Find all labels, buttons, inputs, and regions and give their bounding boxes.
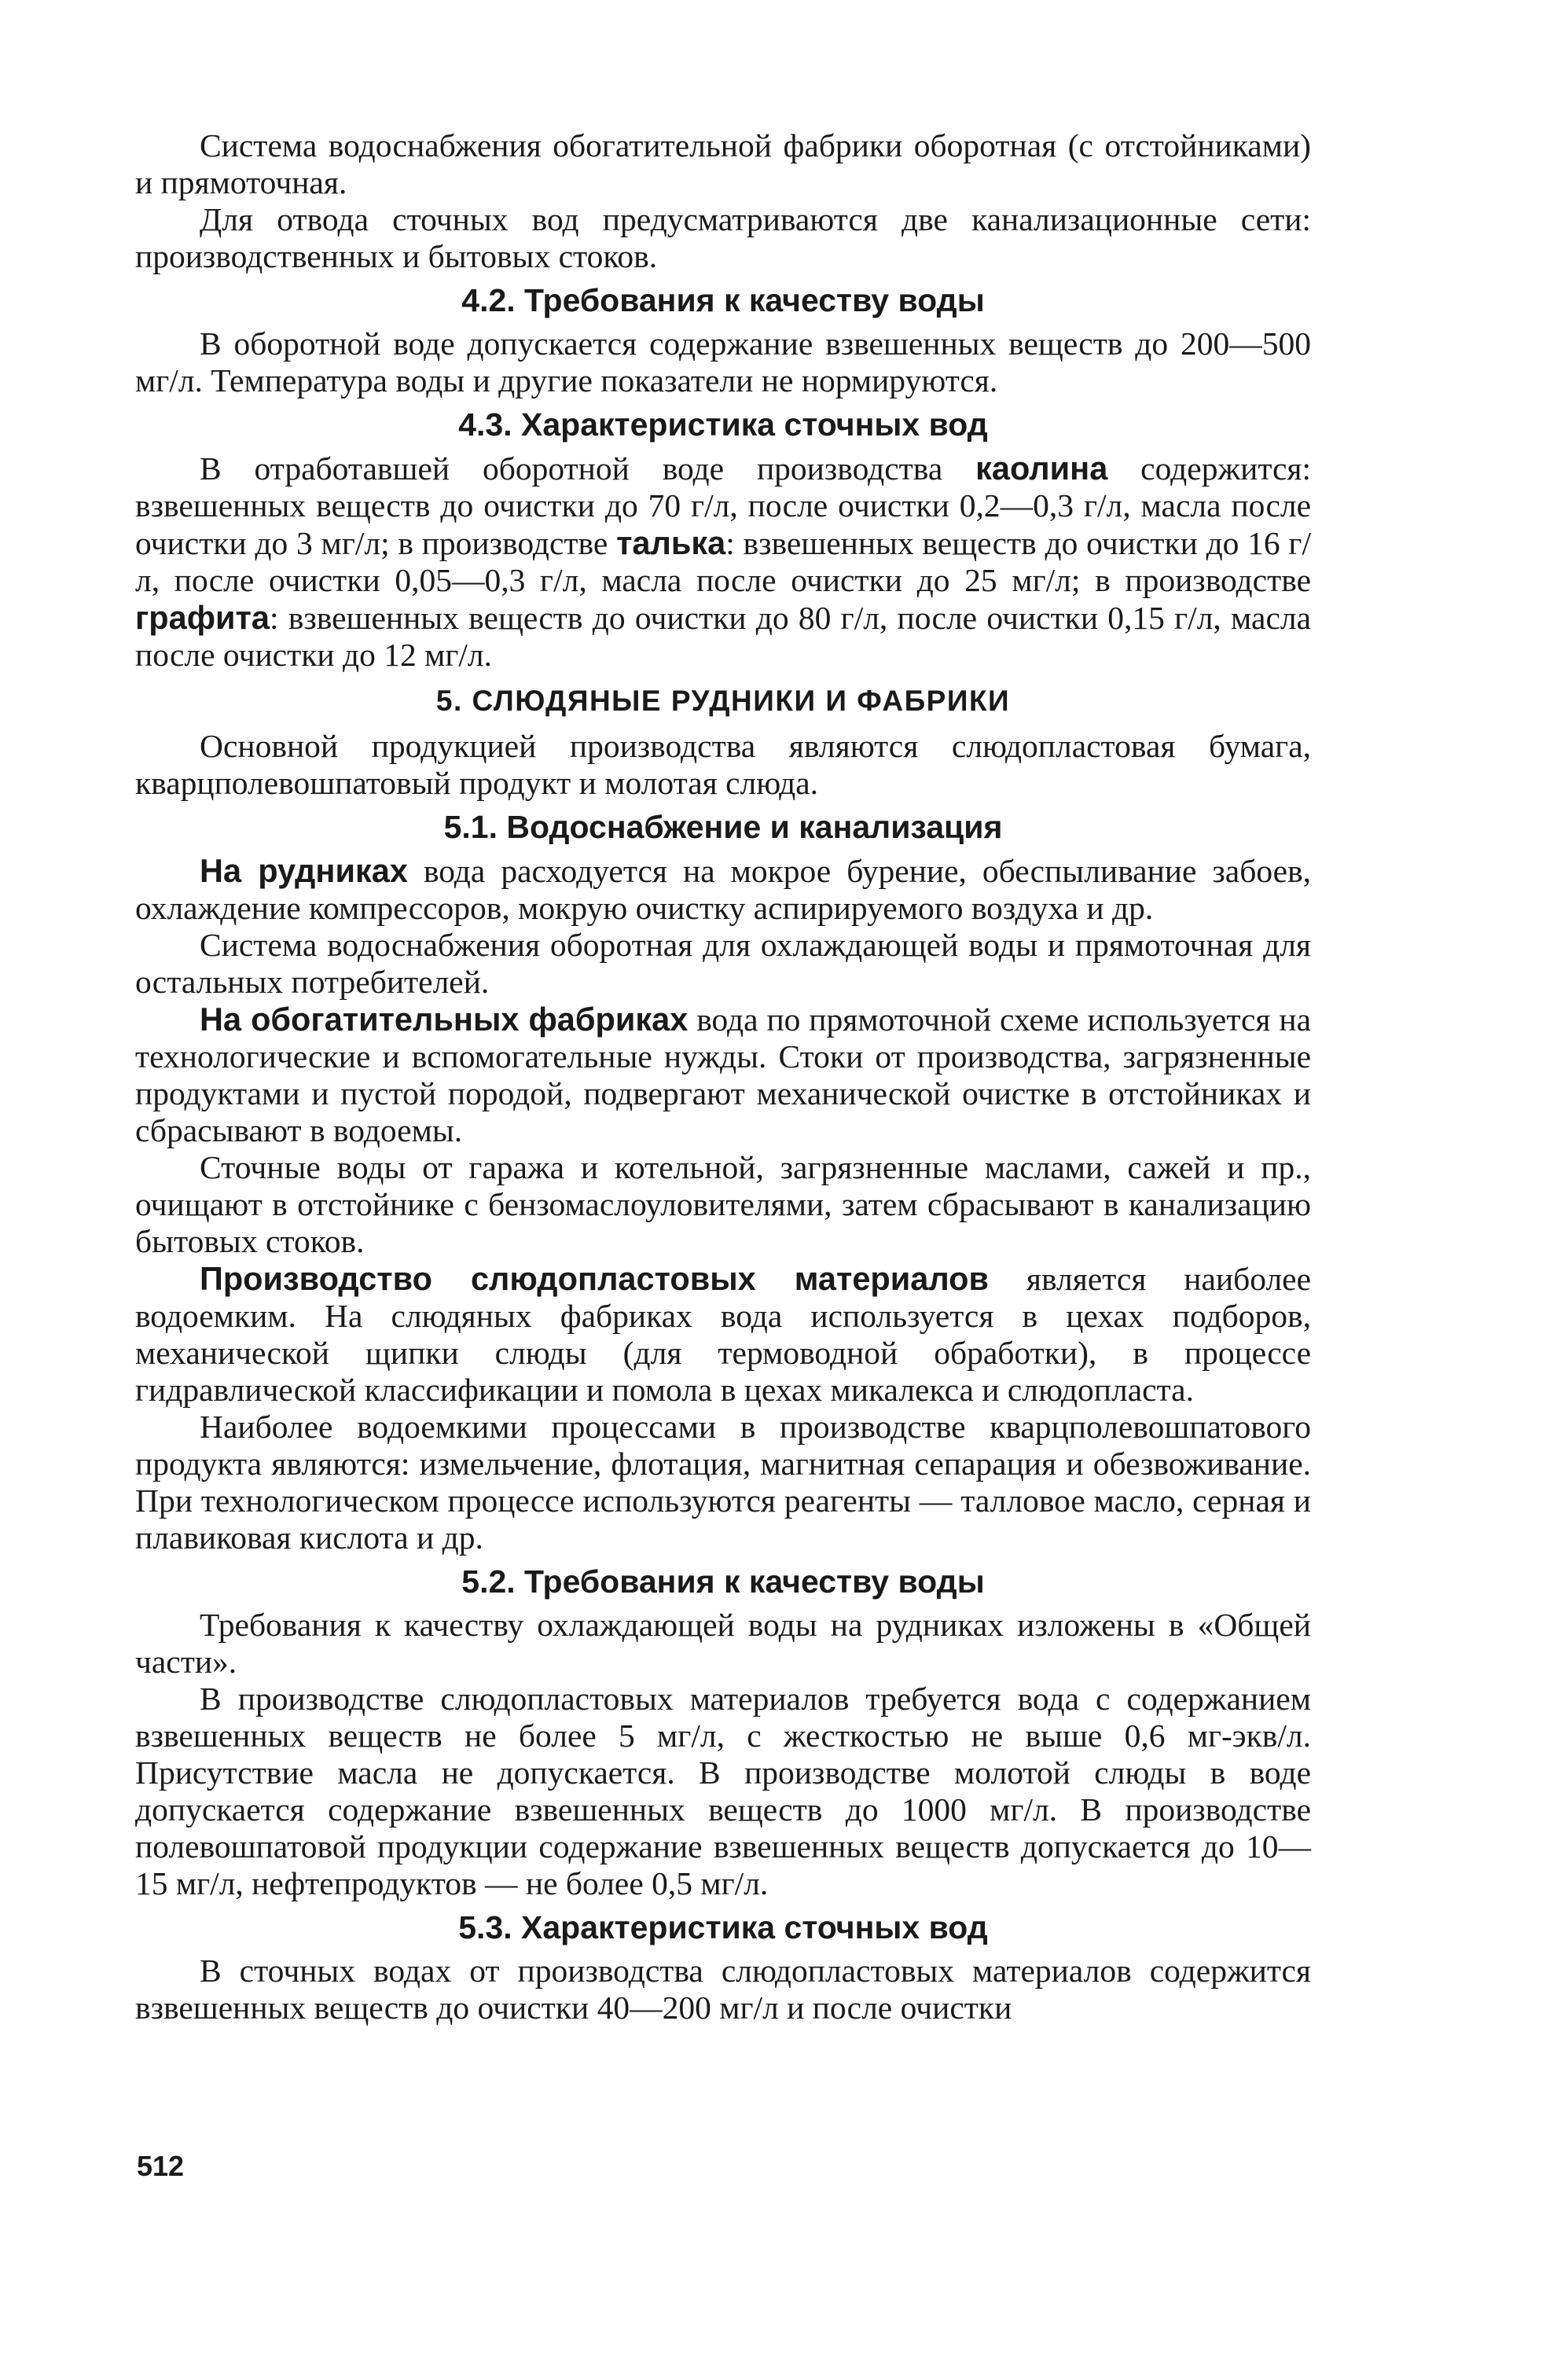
term-talc: талька [616, 524, 726, 561]
paragraph: Требования к качеству охлаждающей воды на рудниках изложены в «Общей части». [135, 1607, 1311, 1680]
paragraph [135, 450, 1311, 674]
text-run: : взвешенных веществ до очистки до 80 г/л, после очистки 0,15 г/л, масла после очистки до 12 мг/л. [135, 600, 1311, 673]
bold-lead: Производство слюдопластовых материалов [200, 1260, 990, 1297]
bold-lead: На обогатительных фабриках [200, 1001, 689, 1038]
text-run: вода расходуется на мокрое бурение, обеспыливание забоев, охлаждение компрессоров, мокрую очистку аспирируемого воздуха и др. [135, 853, 1311, 926]
paragraph: Система водоснабжения обогатительной фабрики оборотная (с отстойниками) и прямоточная. [135, 127, 1311, 200]
section-heading-5-1: 5.1. Водоснабжение и канализация [443, 809, 1003, 845]
text-run: является наиболее водоемким. На слюдяных фабриках вода используется в цехах подборов, механической щипки слюды (для термоводной обработки), в процессе гидравлической классификации и помола в цехах микалекса и слюдопласта. [135, 1261, 1311, 1408]
page-number: 512 [137, 2150, 185, 2182]
text-run: : взвешенных веществ до очистки до 16 г/л, после очистки 0,05—0,3 г/л, масла после очистки до 25 мг/л; в производстве [135, 525, 1311, 598]
text-run: В отработавшей оборотной воде производства [200, 450, 976, 487]
section-heading-4-3: 4.3. Характеристика сточных вод [458, 406, 988, 443]
bold-lead: На рудниках [200, 852, 408, 889]
section-heading-4-2: 4.2. Требования к качеству воды [461, 282, 985, 318]
section-heading-5-3: 5.3. Характеристика сточных вод [458, 1909, 988, 1945]
paragraph: В оборотной воде допускается содержание взвешенных веществ до 200—500 мг/л. Температура воды и другие показатели не нормируются. [135, 325, 1311, 399]
paragraph [135, 1001, 1311, 1149]
paragraph: Система водоснабжения оборотная для охлаждающей воды и прямоточная для остальных потребителей. [135, 927, 1311, 1000]
term-kaolin: каолина [975, 450, 1108, 487]
paragraph: Основной продукцией производства являются слюдопластовая бумага, кварцполевошпатовый продукт и молотая слюда. [135, 728, 1311, 801]
paragraph: Сточные воды от гаража и котельной, загрязненные маслами, сажей и пр., очищают в отстойнике с бензомаслоуловителями, затем сбрасывают в канализацию бытовых стоков. [135, 1149, 1311, 1259]
section-heading-5-2: 5.2. Требования к качеству воды [461, 1563, 985, 1600]
paragraph [135, 852, 1311, 927]
term-graphite: графита [135, 599, 270, 636]
text-run: вода по прямоточной схеме используется на технологические и вспомогательные нужды. Стоки от производства, загрязненные продуктами и пустой породой, подвергают механической очистке в отстойниках и сбрасывают в водоемы. [135, 1001, 1311, 1148]
paragraph: В сточных водах от производства слюдопластовых материалов содержится взвешенных веществ до очистки 40—200 мг/л и после очистки [135, 1953, 1311, 2026]
text-run: содержится: взвешенных веществ до очистки до 70 г/л, после очистки 0,2—0,3 г/л, масла после очистки до 3 мг/л; в производстве [135, 450, 1312, 561]
paragraph: В производстве слюдопластовых материалов требуется вода с содержанием взвешенных веществ не более 5 мг/л, с жесткостью не выше 0,6 мг-экв/л. Присутствие масла не допускается. В производстве молотой слюды в воде допускается содержание взвешенных веществ до 1000 мг/л. В производстве полевошпатовой продукции содержание взвешенных веществ допускается до 10—15 мг/л, нефтепродуктов — не более 0,5 мг/л. [135, 1681, 1311, 1901]
paragraph: Для отвода сточных вод предусматриваются две канализационные сети: производственных и бытовых стоков. [135, 201, 1311, 274]
page-body [135, 127, 1311, 2026]
paragraph: Наиболее водоемкими процессами в производстве кварцполевошпатового продукта являются: измельчение, флотация, магнитная сепарация и обезвоживание. При технологическом процессе используются реагенты — талловое масло, серная и плавиковая кислота и др. [135, 1409, 1311, 1556]
chapter-heading-5: 5. СЛЮДЯНЫЕ РУДНИКИ И ФАБРИКИ [435, 685, 1011, 717]
paragraph [135, 1260, 1311, 1409]
